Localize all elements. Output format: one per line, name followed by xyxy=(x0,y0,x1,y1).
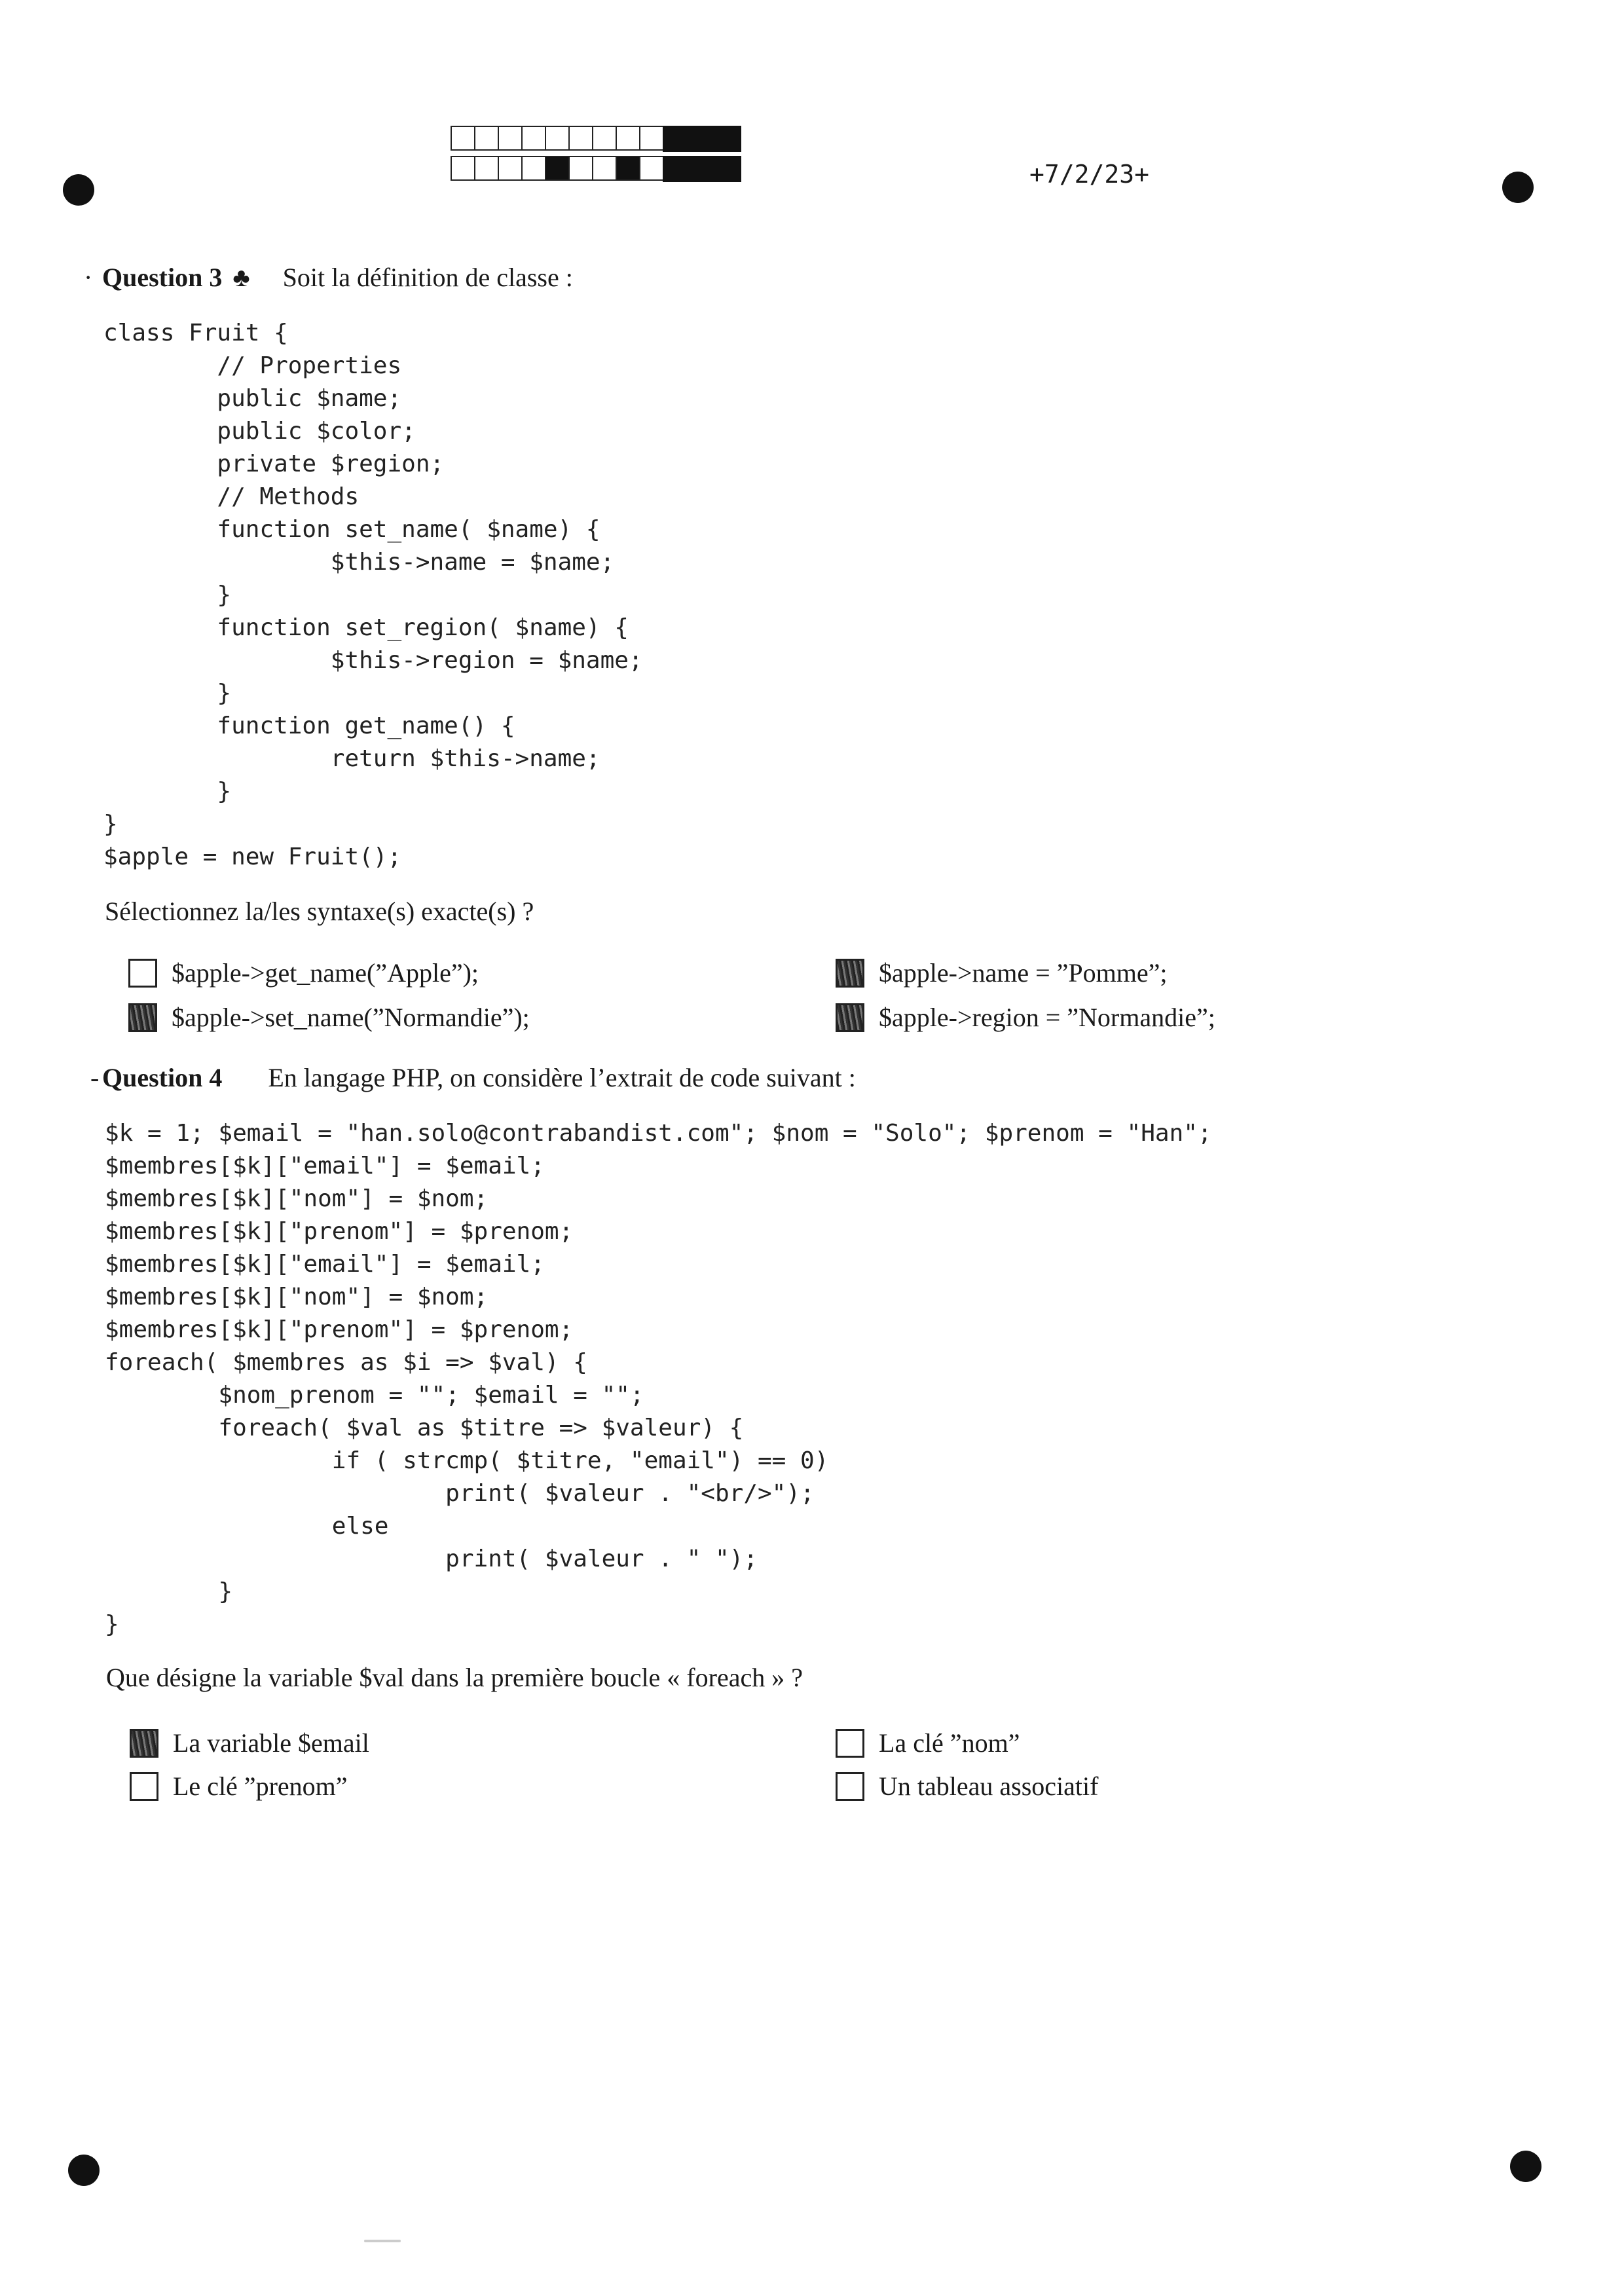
answer-label: $apple->name = ”Pomme”; xyxy=(879,958,1168,988)
question3-answer-4[interactable] xyxy=(836,1002,1215,1033)
question4-intro: En langage PHP, on considère l’extrait de code suivant : xyxy=(268,1063,856,1092)
corner-marker-bottom-left xyxy=(68,2155,100,2186)
checkbox[interactable] xyxy=(130,1729,158,1758)
question4-prompt: Que désigne la variable $val dans la première boucle « foreach » ? xyxy=(106,1663,803,1692)
barcode-cell xyxy=(592,126,616,151)
question4-code: $k = 1; $email = "han.solo@contrabandist.com"; $nom = "Solo"; $prenom = "Han"; $membres[$k]["email"] = $email; $membres[$k]["nom"] = $nom; $membres[$k]["prenom"] = $prenom; $membres[$k]["email"] = $email; $membres[$k]["nom"] = $nom; $membres[$k]["prenom"] = $prenom; foreach( $membres as $i => $val) { $nom_prenom = ""; $email = ""; foreach( $val as $titre => $valeur) { if ( strcmp( $titre, "email") == 0) print( $valeur . "<br/>"); else print( $valeur . " "); } } xyxy=(105,1120,1212,1638)
corner-marker-top-right xyxy=(1502,172,1534,203)
barcode-cell xyxy=(592,156,616,181)
club-icon: ♣ xyxy=(232,263,250,292)
barcode-cell xyxy=(498,126,521,151)
checkbox[interactable] xyxy=(128,959,157,988)
barcode-cell xyxy=(568,126,592,151)
barcode-cell xyxy=(451,126,474,151)
question4-label: Question 4 xyxy=(102,1063,223,1092)
barcode-cell xyxy=(474,156,498,181)
barcode-cell xyxy=(521,156,545,181)
answer-label: $apple->get_name(”Apple”); xyxy=(172,958,479,988)
question3-answer-3[interactable] xyxy=(128,1002,530,1033)
checkbox[interactable] xyxy=(836,1003,864,1032)
corner-marker-top-left xyxy=(63,174,94,206)
barcode-end-block xyxy=(663,156,741,182)
answer-label: $apple->set_name(”Normandie”); xyxy=(172,1003,530,1032)
answer-label: Un tableau associatif xyxy=(879,1771,1099,1801)
question3-header xyxy=(102,262,573,293)
checkbox[interactable] xyxy=(836,1772,864,1801)
barcode-cell xyxy=(521,126,545,151)
barcode-cell xyxy=(545,126,568,151)
page-barcode xyxy=(451,126,741,186)
question3-label: Question 3 xyxy=(102,263,223,292)
question3-code: class Fruit { // Properties public $name; public $color; private $region; // Methods function set_name( $name) { $this->name = $name; } function set_region( $name) { $this->region = $name; } function get_name() { return $this->name; } } $apple = new Fruit(); xyxy=(103,320,643,870)
barcode-cell xyxy=(474,126,498,151)
answer-label: Le clé ”prenom” xyxy=(173,1771,348,1801)
question4-margin-mark: - xyxy=(90,1063,100,1092)
answer-label: La variable $email xyxy=(173,1728,369,1758)
question4-answer-3[interactable] xyxy=(130,1771,348,1802)
barcode-cell xyxy=(616,156,639,181)
page-id: +7/2/23+ xyxy=(1029,160,1150,189)
question4-header xyxy=(102,1062,856,1093)
question3-answer-1[interactable] xyxy=(128,957,479,988)
answer-label: $apple->region = ”Normandie”; xyxy=(879,1003,1215,1032)
barcode-cell xyxy=(616,126,639,151)
question3-intro: Soit la définition de classe : xyxy=(282,263,573,292)
barcode-cell xyxy=(498,156,521,181)
barcode-cell xyxy=(639,156,663,181)
barcode-top-row xyxy=(451,126,741,152)
checkbox[interactable] xyxy=(836,1729,864,1758)
barcode-end-block xyxy=(663,126,741,152)
question4-answer-1[interactable] xyxy=(130,1728,369,1758)
checkbox[interactable] xyxy=(836,959,864,988)
question4-answer-2[interactable] xyxy=(836,1728,1020,1758)
answer-label: La clé ”nom” xyxy=(879,1728,1020,1758)
scan-smudge xyxy=(364,2240,401,2242)
barcode-cell xyxy=(451,156,474,181)
barcode-cell xyxy=(568,156,592,181)
question3-answer-2[interactable] xyxy=(836,957,1168,988)
barcode-cell xyxy=(545,156,568,181)
question3-prompt: Sélectionnez la/les syntaxe(s) exacte(s) ? xyxy=(105,897,534,926)
barcode-cell xyxy=(639,126,663,151)
barcode-bottom-row xyxy=(451,156,741,182)
question4-answer-4[interactable] xyxy=(836,1771,1098,1802)
corner-marker-bottom-right xyxy=(1510,2151,1541,2182)
question3-margin-mark: · xyxy=(84,263,93,292)
checkbox[interactable] xyxy=(130,1772,158,1801)
checkbox[interactable] xyxy=(128,1003,157,1032)
